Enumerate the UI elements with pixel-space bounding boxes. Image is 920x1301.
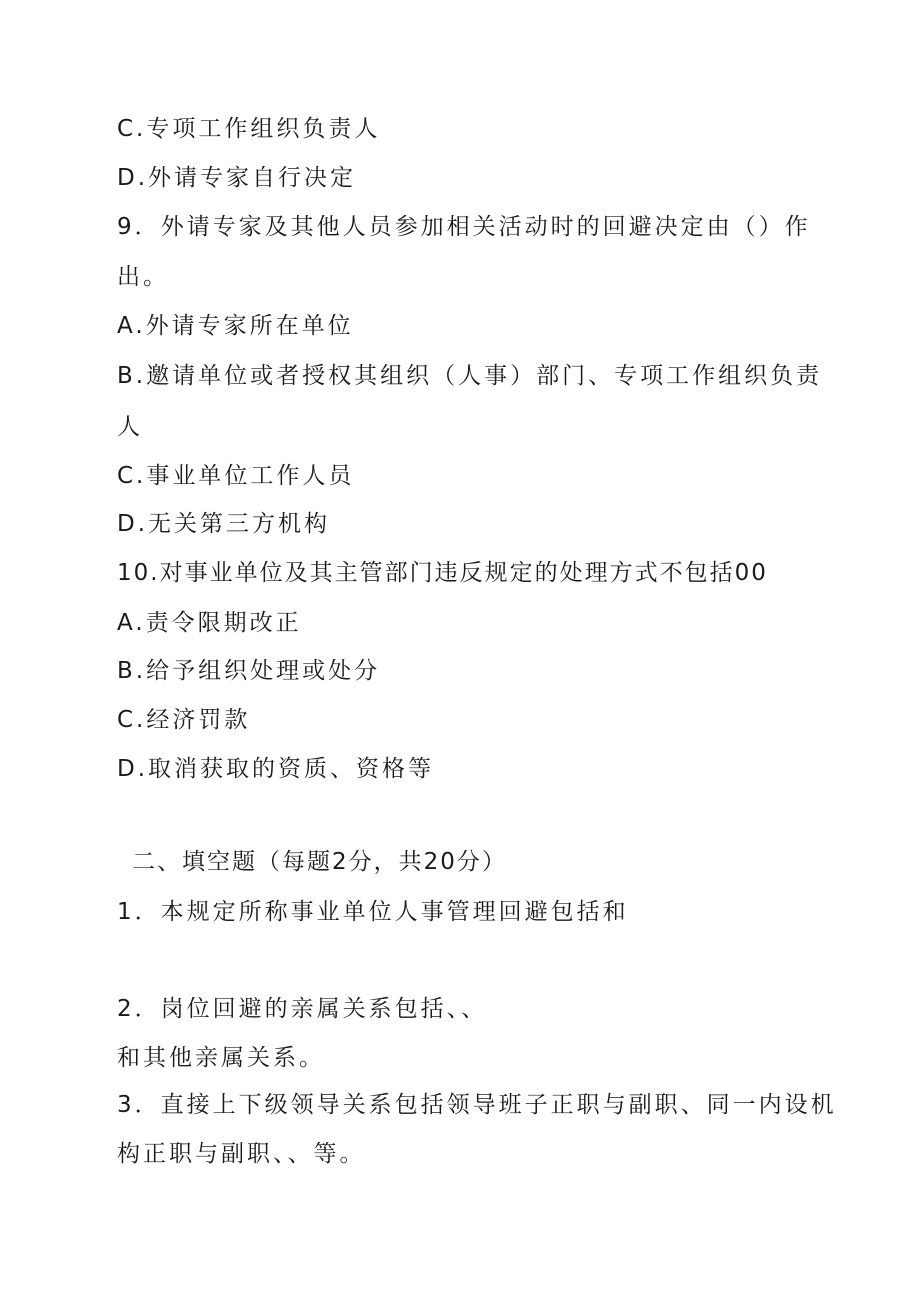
- q9-stem: 9．外请专家及其他人员参加相关活动时的回避决定由（）作: [117, 214, 811, 240]
- q9-option-d: D.无关第三方机构: [117, 511, 331, 537]
- q10-option-b: B.给予组织处理或处分: [117, 658, 381, 684]
- q9-option-a: A.外请专家所在单位: [117, 313, 354, 339]
- q8-option-c: C.专项工作组织负责人: [117, 116, 381, 142]
- q10-stem: 10.对事业单位及其主管部门违反规定的处理方式不包括00: [117, 560, 768, 586]
- q8-option-d: D.外请专家自行决定: [117, 165, 357, 191]
- fill-q3-continued: 构正职与副职、、等。: [117, 1141, 366, 1167]
- q9-option-b: B.邀请单位或者授权其组织（人事）部门、专项工作组织负责: [117, 363, 823, 389]
- fill-q1: 1．本规定所称事业单位人事管理回避包括和: [117, 899, 629, 925]
- section-title-fill-in: 二、填空题（每题2分，共20分）: [132, 849, 507, 875]
- fill-q2-continued: 和其他亲属关系。: [117, 1045, 325, 1071]
- q9-option-b-continued: 人: [117, 414, 143, 440]
- q10-option-c: C.经济罚款: [117, 707, 251, 733]
- q10-option-d: D.取消获取的资质、资格等: [117, 756, 435, 782]
- fill-q2: 2．岗位回避的亲属关系包括、、: [117, 996, 488, 1022]
- q9-stem-continued: 出。: [117, 264, 169, 290]
- fill-q3: 3．直接上下级领导关系包括领导班子正职与副职、同一内设机: [117, 1092, 837, 1118]
- q10-option-a: A.责令限期改正: [117, 610, 302, 636]
- q9-option-c: C.事业单位工作人员: [117, 463, 355, 489]
